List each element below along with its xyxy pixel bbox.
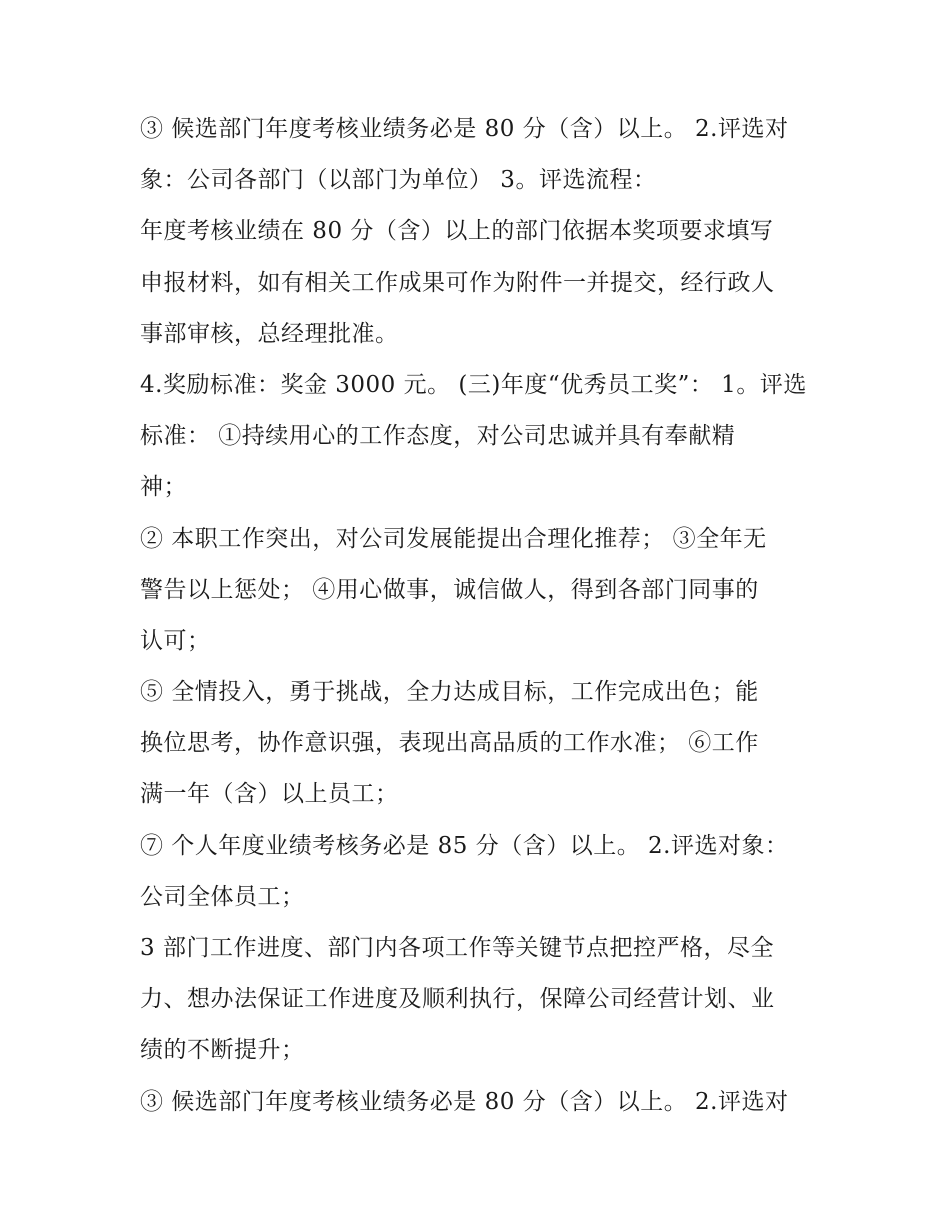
text-line: 象：公司各部门（以部门为单位） 3。评选流程：	[140, 167, 657, 194]
text-line: 满一年（含）以上员工；	[140, 781, 399, 808]
text-line: 公司全体员工；	[140, 883, 305, 910]
document-body	[140, 104, 830, 1128]
text-line: 标准： ①持续用心的工作态度，对公司忠诚并具有奉献精	[140, 423, 736, 450]
text-line: 警告以上惩处； ④用心做事，诚信做人，得到各部门同事的	[140, 576, 759, 603]
text-line: ② 本职工作突出，对公司发展能提出合理化推荐； ③全年无	[140, 525, 767, 552]
text-line: ③ 候选部门年度考核业绩务必是 80 分（含）以上。 2.评选对	[140, 1088, 789, 1115]
text-line: ③ 候选部门年度考核业绩务必是 80 分（含）以上。 2.评选对	[140, 116, 789, 142]
text-line: 绩的不断提升；	[140, 1037, 305, 1064]
text-line: 换位思考，协作意识强，表现出高品质的工作水准； ⑥工作	[140, 730, 759, 757]
text-line: ⑤ 全情投入，勇于挑战，全力达成目标，工作完成出色；能	[140, 679, 759, 706]
text-line: 力、想办法保证工作进度及顺利执行，保障公司经营计划、业	[140, 986, 775, 1013]
text-line: 年度考核业绩在 80 分（含）以上的部门依据本奖项要求填写	[140, 218, 774, 245]
text-line: 事部审核，总经理批准。	[140, 320, 399, 347]
text-line: 4.奖励标准：奖金 3000 元。 (三)年度“优秀员工奖”： 1。评选	[140, 371, 807, 398]
text-line: 认可；	[140, 627, 211, 654]
text-line: 申报材料，如有相关工作成果可作为附件一并提交，经行政人	[140, 269, 775, 296]
text-line: 神；	[140, 474, 187, 501]
text-line: 3 部门工作进度、部门内各项工作等关键节点把控严格，尽全	[140, 935, 774, 961]
text-line: ⑦ 个人年度业绩考核务必是 85 分（含）以上。 2.评选对象：	[140, 832, 789, 859]
